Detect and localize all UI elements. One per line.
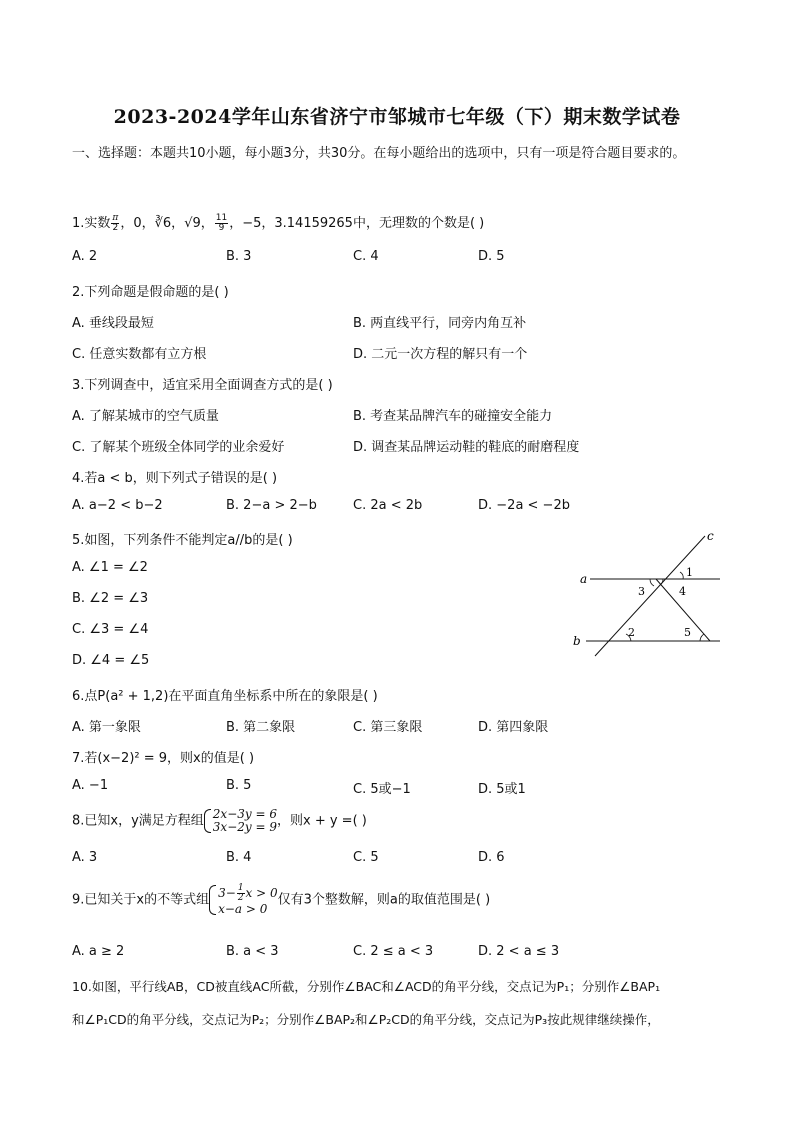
question-5-option-d[interactable]: D. ∠4 = ∠5 (72, 653, 150, 668)
option-c[interactable]: C. 5 (353, 850, 379, 865)
question-7-stem: 7.若(x−2)² = 9，则x的值是( ) (72, 751, 255, 766)
option-c[interactable]: C. 任意实数都有立方根 (72, 347, 207, 362)
question-2-options-row2 (72, 343, 732, 363)
question-1-options (72, 249, 732, 269)
option-b[interactable]: B. 2−a > 2−b (226, 498, 317, 513)
question-2-stem: 2.下列命题是假命题的是( ) (72, 285, 229, 300)
question-10-line-1: 10.如图，平行线AB，CD被直线AC所截，分别作∠BAC和∠ACD的角平分线，交点记为P₁；分别作∠BAP₁ (72, 979, 661, 994)
question-3-options-row1 (72, 405, 732, 425)
label-1: 1 (686, 566, 693, 579)
section-heading: 一、选择题：本题共10小题，每小题3分，共30分。在每小题给出的选项中，只有一项是符合题目要求的。 (72, 146, 686, 161)
option-c[interactable]: C. 第三象限 (353, 720, 423, 735)
question-4-stem: 4.若a < b，则下列式子错误的是( ) (72, 471, 278, 486)
eleven-ninths-fraction: $\frac{11}{9}$ (215, 213, 228, 233)
label-b: b (573, 634, 581, 648)
option-b[interactable]: B. a < 3 (226, 944, 279, 959)
parallel-lines-figure (570, 525, 730, 660)
question-8-options (72, 850, 732, 870)
option-b[interactable]: B. 4 (226, 850, 252, 865)
question-5-stem: 5.如图，下列条件不能判定a//b的是( ) (72, 533, 293, 548)
question-9-stem: 9.已知关于x的不等式组 3− $\frac{1}{2}$ x > 0 x−a > 0 仅有3个整数解，则a的取值范围是( ) (72, 883, 491, 916)
pi-over-2-fraction: $\frac{\pi}{2}$ (112, 213, 119, 233)
label-a: a (580, 572, 588, 586)
option-a[interactable]: A. a−2 < b−2 (72, 498, 163, 513)
option-a[interactable]: A. −1 (72, 778, 109, 793)
angle-arc-1 (680, 572, 683, 579)
equation-system: 2x−3y = 6 3x−2y = 9 (204, 808, 277, 834)
option-a[interactable]: A. 第一象限 (72, 720, 141, 735)
option-d[interactable]: D. −2a < −2b (478, 498, 570, 513)
question-7-options (72, 778, 732, 798)
option-a[interactable]: A. 3 (72, 850, 98, 865)
option-d[interactable]: D. 5或1 (478, 782, 526, 797)
option-d[interactable]: D. 第四象限 (478, 720, 549, 735)
question-10-line-2: 和∠P₁CD的角平分线，交点记为P₂；分别作∠BAP₂和∠P₂CD的角平分线，交点记为P₃按此规律继续操作， (72, 1012, 660, 1027)
option-b[interactable]: B. 3 (226, 249, 252, 264)
question-9-options (72, 944, 732, 964)
exam-title: 2023-2024学年山东省济宁市邹城市七年级（下）期末数学试卷 (113, 106, 681, 128)
question-8-stem: 8.已知x，y满足方程组 2x−3y = 6 3x−2y = 9 ，则x + y =( ) (72, 807, 367, 834)
question-3-stem: 3.下列调查中，适宜采用全面调查方式的是( ) (72, 378, 333, 393)
option-b[interactable]: B. 两直线平行，同旁内角互补 (353, 316, 527, 331)
option-c[interactable]: C. 2 ≤ a < 3 (353, 944, 434, 959)
option-d[interactable]: D. 调查某品牌运动鞋的鞋底的耐磨程度 (353, 440, 580, 455)
label-5: 5 (684, 626, 691, 639)
option-a[interactable]: A. a ≥ 2 (72, 944, 125, 959)
option-d[interactable]: D. 2 < a ≤ 3 (478, 944, 560, 959)
option-a[interactable]: A. 2 (72, 249, 98, 264)
question-5-option-a[interactable]: A. ∠1 = ∠2 (72, 560, 148, 575)
question-5-option-c[interactable]: C. ∠3 = ∠4 (72, 622, 149, 637)
option-d[interactable]: D. 5 (478, 249, 505, 264)
option-c[interactable]: C. 了解某个班级全体同学的业余爱好 (72, 440, 285, 455)
label-c: c (707, 529, 714, 543)
question-3-options-row2 (72, 436, 732, 456)
option-b[interactable]: B. 第二象限 (226, 720, 296, 735)
question-6-stem: 6.点P(a² + 1,2)在平面直角坐标系中所在的象限是( ) (72, 689, 378, 704)
label-2: 2 (628, 626, 635, 639)
option-c[interactable]: C. 4 (353, 249, 379, 264)
option-c[interactable]: C. 5或−1 (353, 782, 411, 797)
question-2-options-row1 (72, 312, 732, 332)
option-d[interactable]: D. 二元一次方程的解只有一个 (353, 347, 528, 362)
option-b[interactable]: B. 5 (226, 778, 252, 793)
angle-arc-3 (650, 579, 654, 586)
inequality-system: 3− $\frac{1}{2}$ x > 0 x−a > 0 (209, 884, 278, 916)
option-b[interactable]: B. 考查某品牌汽车的碰撞安全能力 (353, 409, 553, 424)
option-a[interactable]: A. 了解某城市的空气质量 (72, 409, 219, 424)
label-3: 3 (638, 585, 645, 598)
angle-arc-5 (700, 634, 704, 641)
question-1-stem: 1.实数 $\frac{\pi}{2}$ ，0，∛6，√9， $\frac{11}{9}$ ，−5，3.14159265中，无理数的个数是( ) (72, 213, 485, 233)
question-4-options (72, 498, 732, 518)
label-4: 4 (679, 585, 686, 598)
question-6-options (72, 716, 732, 736)
option-c[interactable]: C. 2a < 2b (353, 498, 423, 513)
option-a[interactable]: A. 垂线段最短 (72, 316, 154, 331)
option-d[interactable]: D. 6 (478, 850, 505, 865)
question-5-option-b[interactable]: B. ∠2 = ∠3 (72, 591, 149, 606)
